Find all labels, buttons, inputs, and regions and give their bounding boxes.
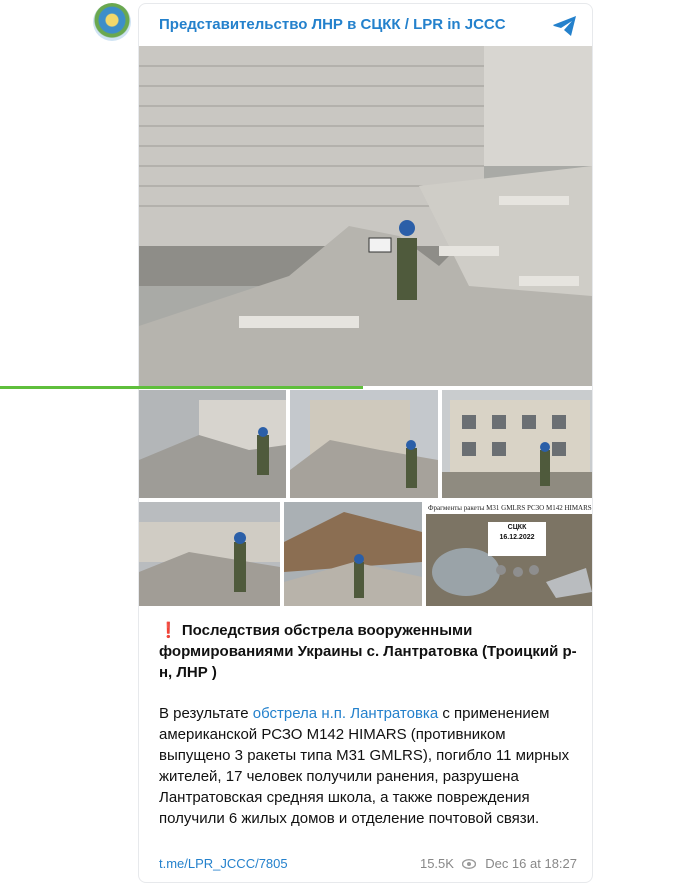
body-rest: с применением американской РСЗО М142 HIMARS (противником выпущено 3 ракеты типа М31 GMLRS), погибло 11 мирных жителей, 17 человек получили ранения, разрушена Лантратовская средняя школа, а также повреждения получили 6 жилых домов и отделение почтовой связи. [159,705,570,827]
channel-name[interactable]: Представительство ЛНР в СЦКК / LPR in JCCC [159,16,506,33]
photo-2[interactable] [139,390,286,498]
post-date[interactable]: Dec 16 at 18:27 [485,856,577,871]
headline-text: Последствия обстрела вооруженными формированиями Украины с. Лантратовка (Троицкий р-н, ЛНР ) [159,622,577,681]
telegram-plane-icon[interactable] [552,15,578,37]
views-count: 15.5K [419,856,454,871]
eye-icon [462,859,476,869]
channel-avatar[interactable] [93,3,131,41]
post-text [159,620,579,829]
photo-6[interactable] [284,502,422,606]
photo-3[interactable] [290,390,438,498]
green-progress-line [0,386,363,389]
post-body [159,703,579,829]
body-link[interactable]: обстрела н.п. Лантратовка [252,705,439,722]
post-headline [159,620,579,683]
post-permalink[interactable]: t.me/LPR_JCCC/7805 [159,856,288,871]
photo-5[interactable] [139,502,280,606]
exclamation-icon: ❗ [159,622,178,639]
post-meta [420,856,577,871]
body-prefix: В результате [159,705,253,722]
photo-main[interactable] [139,46,592,386]
photo-album [139,46,594,606]
sign-org: СЦКК [507,524,527,531]
sign-date: 16.12.2022 [499,534,535,541]
fragment-caption: Фрагменты ракеты М31 GMLRS РСЗО М142 HIMARS [428,504,592,512]
photo-4[interactable] [442,390,592,498]
photo-7[interactable] [426,502,592,606]
post-card [138,3,593,883]
post-footer [159,856,577,871]
